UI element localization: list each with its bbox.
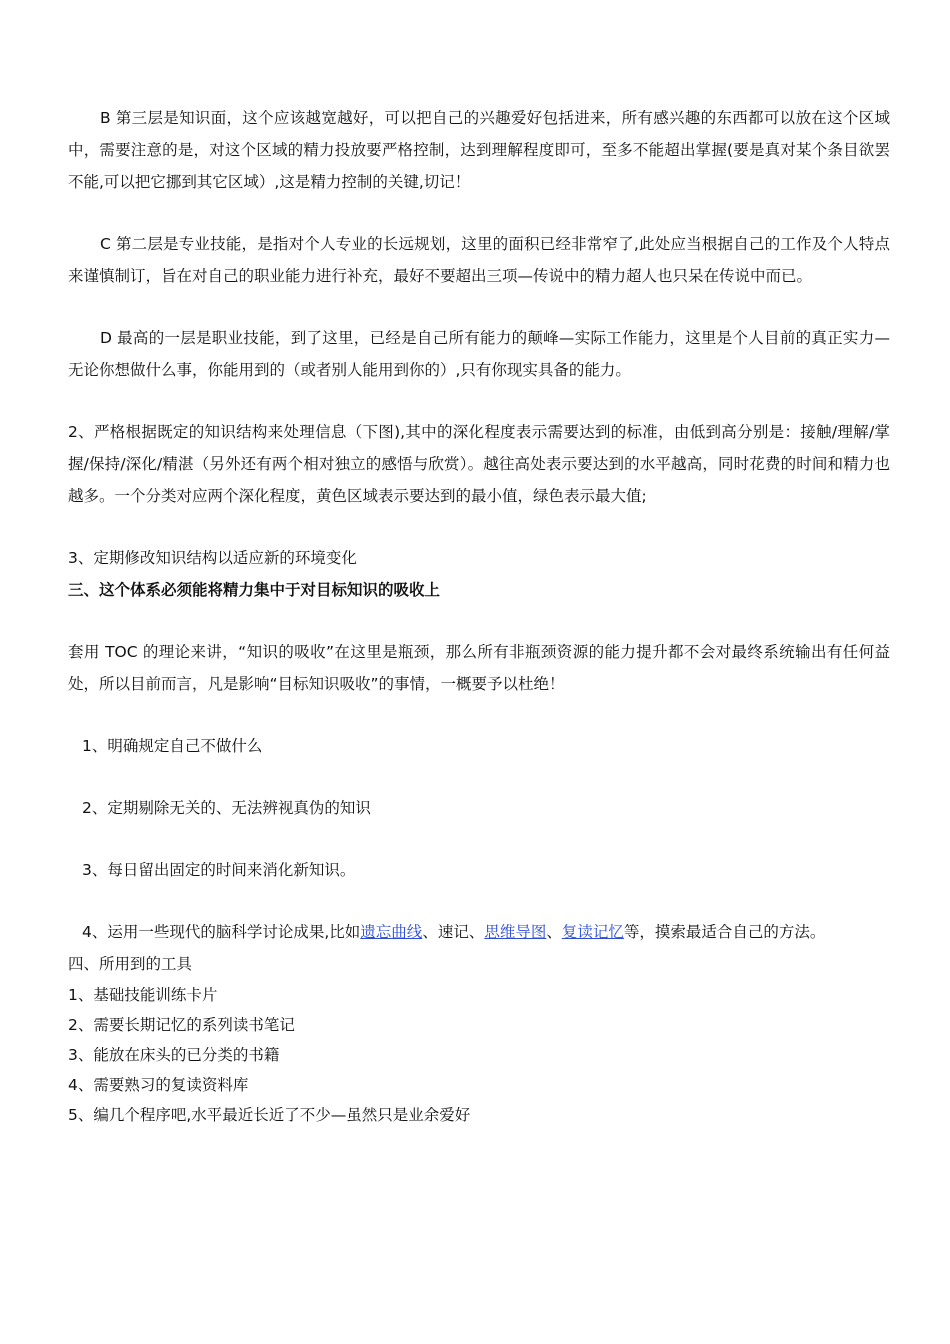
paragraph-layer-c: C 第二层是专业技能，是指对个人专业的长远规划，这里的面积已经非常窄了,此处应当根据自己的工作及个人特点来谨慎制订，旨在对自己的职业能力进行补充，最好不要超出三项—传说中的精力超人也只呆在传说中而已。 xyxy=(68,235,890,285)
section-3-item-1: 1、明确规定自己不做什么 xyxy=(82,737,263,755)
section-3-intro: 套用 TOC 的理论来讲，“知识的吸收”在这里是瓶颈，那么所有非瓶颈资源的能力提升都不会对最终系统输出有任何益处，所以目前而言，凡是影响“目标知识吸收”的事情，一概要予以杜绝！ xyxy=(68,643,890,693)
item-4-prefix: 4、运用一些现代的脑科学讨论成果,比如 xyxy=(82,923,361,941)
paragraph-layer-b: B 第三层是知识面，这个应该越宽越好，可以把自己的兴趣爱好包括进来，所有感兴趣的东西都可以放在这个区域中，需要注意的是，对这个区域的精力投放要严格控制，达到理解程度即可，至多不能超出掌握(要是真对某个条目欲罢不能,可以把它挪到其它区域）,这是精力控制的关键,切记！ xyxy=(68,109,890,191)
tools-list xyxy=(68,980,890,1130)
section-3-heading: 三、这个体系必须能将精力集中于对目标知识的吸收上 xyxy=(68,581,441,599)
section-3-item-2: 2、定期剔除无关的、无法辨视真伪的知识 xyxy=(82,799,371,817)
paragraph-item-2: 2、严格根据既定的知识结构来处理信息（下图),其中的深化程度表示需要达到的标准，由低到高分别是：接触/理解/掌握/保持/深化/精湛（另外还有两个相对独立的感悟与欣赏）。越往高处表示要达到的水平越高，同时花费的时间和精力也越多。一个分类对应两个深化程度，黄色区域表示要达到的最小值，绿色表示最大值; xyxy=(68,423,890,505)
tool-item: 2、需要长期记忆的系列读书笔记 xyxy=(68,1016,295,1034)
section-3-item-4 xyxy=(68,916,890,948)
tool-item: 4、需要熟习的复读资料库 xyxy=(68,1076,249,1094)
section-3-item-3: 3、每日留出固定的时间来消化新知识。 xyxy=(82,861,356,879)
item-4-suffix: 等，摸索最适合自己的方法。 xyxy=(623,923,826,941)
item-4-separator-2: 、 xyxy=(546,923,562,941)
paragraph-layer-d: D 最高的一层是职业技能，到了这里，已经是自己所有能力的颠峰—实际工作能力，这里是个人目前的真正实力—无论你想做什么事，你能用到的（或者别人能用到你的）,只有你现实具备的能力。 xyxy=(68,329,890,379)
repeat-memory-link[interactable]: 复读记忆 xyxy=(561,923,624,941)
forgetting-curve-link[interactable]: 遗忘曲线 xyxy=(360,923,423,941)
section-4-heading: 四、所用到的工具 xyxy=(68,955,193,973)
document-body xyxy=(68,102,890,1130)
paragraph-item-3: 3、定期修改知识结构以适应新的环境变化 xyxy=(68,549,357,567)
tool-item: 5、编几个程序吧,水平最近长近了不少—虽然只是业余爱好 xyxy=(68,1106,471,1124)
tool-item: 3、能放在床头的已分类的书籍 xyxy=(68,1046,280,1064)
mind-map-link[interactable]: 思维导图 xyxy=(484,923,547,941)
item-4-separator-1: 、速记、 xyxy=(422,923,485,941)
tool-item: 1、基础技能训练卡片 xyxy=(68,986,218,1004)
